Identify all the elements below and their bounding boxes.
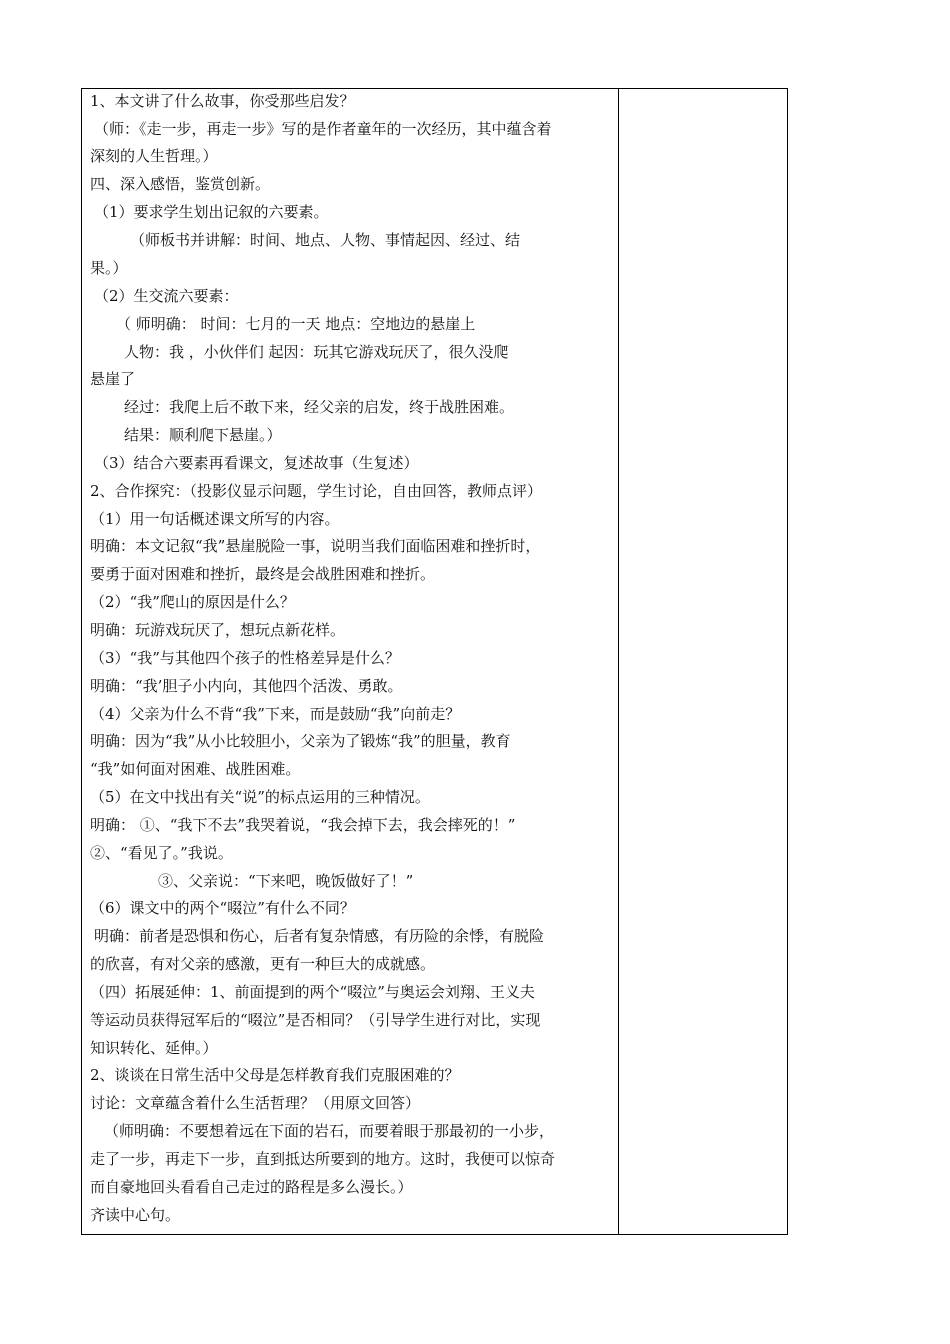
- text-line: （5）在文中找出有关“说”的标点运用的三种情况。: [90, 788, 430, 806]
- text-line: 知识转化、延伸。）: [90, 1039, 218, 1057]
- text-line: 悬崖了: [90, 370, 136, 388]
- text-line: （1）用一句话概述课文所写的内容。: [90, 510, 340, 528]
- text-line: 果。）: [90, 259, 128, 277]
- text-line: 深刻的人生哲理。）: [90, 147, 218, 165]
- text-line: 明确：玩游戏玩厌了，想玩点新花样。: [90, 621, 346, 639]
- text-line: 要勇于面对困难和挫折，最终是会战胜困难和挫折。: [90, 565, 436, 583]
- text-line: 齐读中心句。: [90, 1206, 181, 1224]
- text-line: 走了一步，再走下一步，直到抵达所要到的地方。这时，我便可以惊奇: [90, 1150, 556, 1168]
- text-line: 明确：前者是恐惧和伤心，后者有复杂情感，有历险的余悸，有脱险: [94, 927, 545, 945]
- text-line: （1）要求学生划出记叙的六要素。: [94, 203, 329, 221]
- text-line: （2）“我”爬山的原因是什么？: [90, 593, 295, 611]
- text-line: “我”如何面对困难、战胜困难。: [90, 760, 301, 778]
- text-line: （4）父亲为什么不背“我”下来，而是鼓励“我”向前走？: [90, 705, 461, 723]
- notes-column: [624, 92, 782, 1228]
- column-divider: [618, 88, 619, 1235]
- text-line: 结果：顺利爬下悬崖。）: [124, 426, 282, 444]
- text-line: 明确： ①、“我下不去”我哭着说，“我会掉下去，我会摔死的！”: [90, 816, 516, 834]
- text-line: （师明确：不要想着远在下面的岩石，而要着眼于那最初的一小步，: [104, 1122, 555, 1140]
- text-line: 人物：我 ，小伙伴们 起因：玩其它游戏玩厌了，很久没爬: [124, 343, 509, 361]
- text-line: 的欣喜，有对父亲的感激，更有一种巨大的成就感。: [90, 955, 436, 973]
- text-line: 等运动员获得冠军后的“啜泣”是否相同？（引导学生进行对比，实现: [90, 1011, 541, 1029]
- text-line: 2、谈谈在日常生活中父母是怎样教育我们克服困难的？: [90, 1066, 460, 1084]
- text-line: （3）“我”与其他四个孩子的性格差异是什么？: [90, 649, 400, 667]
- text-line: 讨论：文章蕴含着什么生活哲理？（用原文回答）: [90, 1094, 421, 1112]
- text-line: （师板书并讲解：时间、地点、人物、事情起因、经过、结: [130, 231, 521, 249]
- text-line: （ 师明确： 时间：七月的一天 地点：空地边的悬崖上: [116, 315, 476, 333]
- text-line: （四）拓展延伸：1、前面提到的两个“啜泣”与奥运会刘翔、王义夫: [90, 983, 535, 1001]
- text-line: 1、本文讲了什么故事，你受那些启发？: [90, 92, 355, 110]
- text-line: 明确：因为“我”从小比较胆小，父亲为了锻炼“我”的胆量，教育: [90, 732, 511, 750]
- text-line: 2、合作探究：（投影仪显示问题，学生讨论，自由回答，教师点评）: [90, 482, 543, 500]
- text-line: （3）结合六要素再看课文，复述故事（生复述）: [94, 454, 419, 472]
- text-line: 明确：“我’胆子小内向，其他四个活泼、勇敢。: [90, 677, 403, 695]
- text-line: 明确：本文记叙“我”悬崖脱险一事，说明当我们面临困难和挫折时，: [90, 537, 541, 555]
- text-line: 经过：我爬上后不敢下来，经父亲的启发，终于战胜困难。: [124, 398, 515, 416]
- text-line: （2）生交流六要素：: [94, 287, 239, 305]
- text-line: （6）课文中的两个“啜泣”有什么不同？: [90, 899, 355, 917]
- text-line: ②、“看见了。”我说。: [90, 844, 233, 862]
- text-line: ③、父亲说：“下来吧，晚饭做好了！”: [158, 872, 414, 890]
- text-line: 而自豪地回头看看自己走过的路程是多么漫长。）: [90, 1178, 413, 1196]
- text-line: 四、深入感悟，鉴赏创新。: [90, 175, 271, 193]
- text-line: （师：《走一步，再走一步》写的是作者童年的一次经历，其中蕴含着: [94, 120, 552, 138]
